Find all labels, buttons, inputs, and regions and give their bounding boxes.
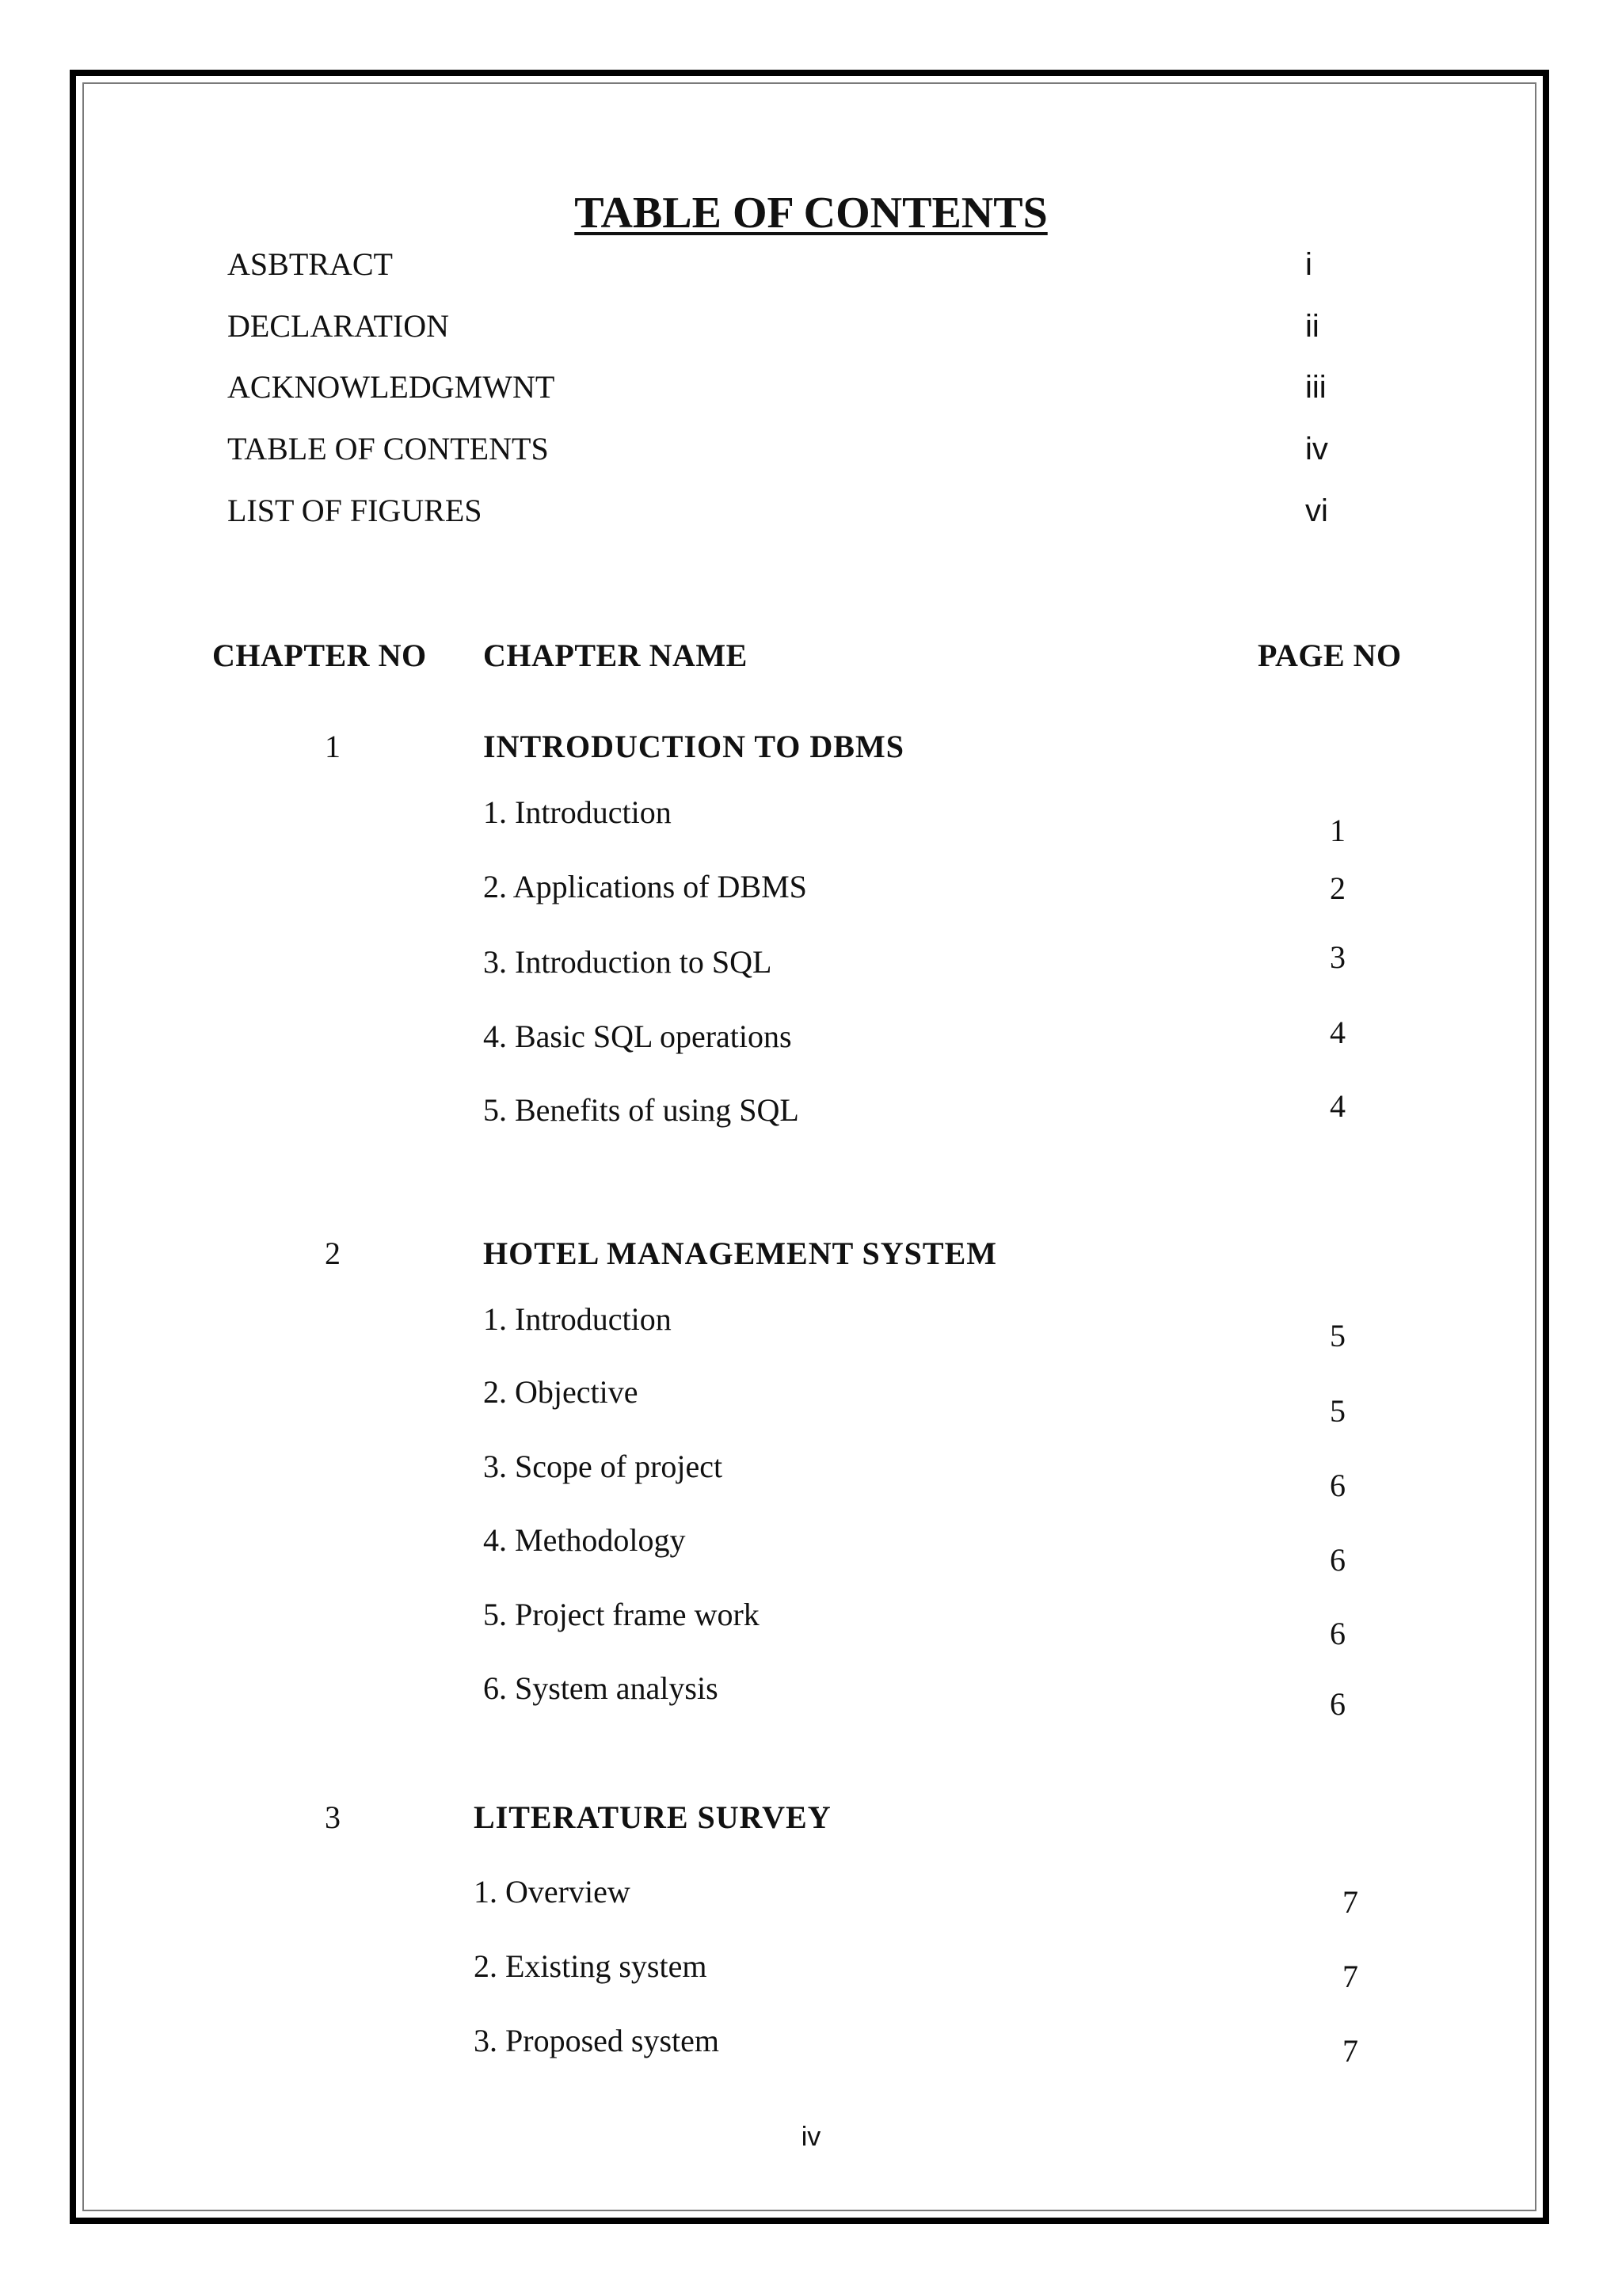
- page-title: TABLE OF CONTENTS: [574, 188, 1048, 238]
- section-label: 4. Methodology: [483, 1522, 686, 1558]
- section-label: 4. Basic SQL operations: [483, 1019, 792, 1054]
- section-label: 1. Introduction: [483, 794, 672, 830]
- chapter-number: 1: [325, 729, 341, 764]
- header-chapter-no: CHAPTER NO: [212, 638, 427, 673]
- section-label: 5. Benefits of using SQL: [483, 1092, 799, 1128]
- toc-page-acknowledgment: iii: [1305, 370, 1327, 405]
- section-page: 6: [1330, 1542, 1346, 1578]
- toc-entry-list-of-figures: LIST OF FIGURES: [227, 493, 482, 528]
- section-page: 6: [1330, 1686, 1346, 1722]
- toc-page-abstract: i: [1305, 247, 1312, 282]
- toc-entry-acknowledgment: ACKNOWLEDGMWNT: [227, 369, 555, 405]
- toc-page-table-of-contents: iv: [1305, 432, 1328, 466]
- section-label: 3. Scope of project: [483, 1449, 723, 1484]
- section-label: 3. Introduction to SQL: [483, 944, 772, 980]
- section-page: 6: [1330, 1468, 1346, 1503]
- section-page: 2: [1330, 870, 1346, 906]
- section-page: 7: [1342, 1884, 1358, 1920]
- toc-page-declaration: ii: [1305, 309, 1319, 344]
- section-page: 4: [1330, 1015, 1346, 1050]
- section-label: 5. Project frame work: [483, 1597, 760, 1632]
- header-chapter-name: CHAPTER NAME: [483, 638, 748, 673]
- section-label: 1. Overview: [474, 1874, 630, 1910]
- section-label: 2. Applications of DBMS: [483, 869, 807, 904]
- section-page: 5: [1330, 1318, 1346, 1354]
- section-label: 2. Existing system: [474, 1948, 707, 1984]
- header-page-no: PAGE NO: [1258, 638, 1402, 673]
- toc-entry-abstract: ASBTRACT: [227, 246, 393, 282]
- section-label: 6. System analysis: [483, 1670, 718, 1706]
- section-label: 2. Objective: [483, 1374, 638, 1410]
- footer-page-number: iv: [801, 2122, 821, 2152]
- chapter-title: HOTEL MANAGEMENT SYSTEM: [483, 1236, 998, 1271]
- toc-entry-table-of-contents: TABLE OF CONTENTS: [227, 431, 549, 466]
- chapter-number: 2: [325, 1236, 341, 1271]
- section-page: 7: [1342, 1959, 1358, 1994]
- chapter-title: INTRODUCTION TO DBMS: [483, 729, 904, 764]
- section-page: 5: [1330, 1393, 1346, 1429]
- section-label: 3. Proposed system: [474, 2023, 719, 2058]
- section-page: 6: [1330, 1616, 1346, 1651]
- section-page: 7: [1342, 2033, 1358, 2069]
- section-label: 1. Introduction: [483, 1301, 672, 1337]
- section-page: 3: [1330, 939, 1346, 975]
- toc-entry-declaration: DECLARATION: [227, 308, 449, 344]
- section-page: 1: [1330, 813, 1346, 848]
- section-page: 4: [1330, 1088, 1346, 1124]
- chapter-number: 3: [325, 1799, 341, 1835]
- toc-page-list-of-figures: vi: [1305, 493, 1328, 528]
- chapter-title: LITERATURE SURVEY: [474, 1799, 832, 1835]
